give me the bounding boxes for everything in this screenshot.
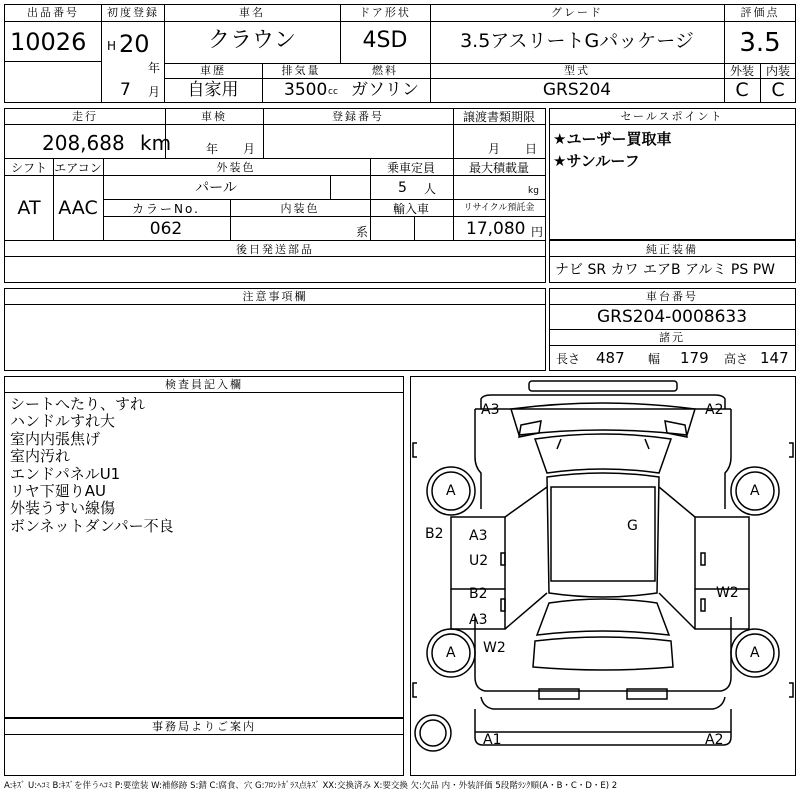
transfer-label: 譲渡書類期限 <box>462 110 536 124</box>
displacement-label: 排気量 <box>281 64 321 77</box>
exterior-label: 外装 <box>729 64 755 78</box>
car-diagram <box>410 376 796 776</box>
displacement: 3500 <box>284 80 328 100</box>
reg-year: 20 <box>119 30 150 58</box>
grade: 3.5アスリートGパッケージ <box>460 30 694 52</box>
sales-points-block <box>549 108 796 240</box>
length: 487 <box>596 349 625 367</box>
sales-points-label: セールスポイント <box>620 110 724 123</box>
era: H <box>107 39 117 53</box>
model-label: 型式 <box>564 64 590 77</box>
ext-color: パール <box>195 180 237 196</box>
ext-color-label: 外装色 <box>216 161 256 174</box>
mileage: 208,688 <box>42 131 125 155</box>
import-label: 輸入車 <box>392 202 430 216</box>
mileage-label: 走行 <box>72 110 98 123</box>
capacity: 5 <box>398 180 407 196</box>
inspector-note: ハンドルすれ大 <box>10 412 116 431</box>
month-unit: 月 <box>148 85 161 99</box>
reg-month: 7 <box>120 80 131 100</box>
capacity-label: 乗車定員 <box>386 161 436 175</box>
damage-front-right: A2 <box>705 402 724 418</box>
color-no: 062 <box>149 219 183 239</box>
recycle-label: リサイクル預託金 <box>463 203 535 213</box>
equipment-label: 純正装備 <box>646 243 698 256</box>
damage-tire-fl: A <box>446 483 456 499</box>
damage-door-fl-2: U2 <box>469 553 489 569</box>
inspector-note: 室内汚れ <box>10 447 71 466</box>
model: GRS204 <box>542 80 612 100</box>
inspector-label: 検査員記入欄 <box>165 378 243 391</box>
lot-number-label: 出品番号 <box>27 6 79 19</box>
notes-label: 注意事項欄 <box>242 290 308 303</box>
specs-label: 諸元 <box>659 331 685 344</box>
score-label: 評価点 <box>740 6 780 19</box>
reg-number-label: 登録番号 <box>332 110 384 123</box>
recycle: 17,080 <box>466 219 526 239</box>
inspector-note: エンドパネルU1 <box>10 464 121 483</box>
later-parts-label: 後日発送部品 <box>236 243 314 256</box>
inspector-note: シートへたり、すれ <box>10 395 146 413</box>
legend-text: A:ｷｽﾞ U:ﾍｺﾐ B:ｷｽﾞを伴うﾍｺﾐ P:要塗装 W:補修跡 S:錆 C:腐食、穴 G:ﾌﾛﾝﾄｶﾞﾗｽ点ｷｽﾞ XX:交換済み X:要交換 欠:欠品 内・外装評価 5段階ﾗﾝｸ順(A・B・C・D・E) 2 <box>4 781 618 791</box>
mileage-unit: km <box>140 131 172 155</box>
transfer-month-unit: 月 <box>488 142 501 156</box>
lot-number: 10026 <box>10 28 87 56</box>
damage-rear-left-fender: W2 <box>483 640 506 656</box>
width: 179 <box>680 349 709 367</box>
aircon: AAC <box>58 197 98 219</box>
damage-tire-rl: A <box>446 645 456 661</box>
fuel-label: 燃料 <box>372 64 398 77</box>
capacity-unit: 人 <box>424 182 437 196</box>
int-color-unit: 系 <box>356 225 369 239</box>
sales-point-1: ★ユーザー買取車 <box>553 130 672 148</box>
grade-label: グレード <box>551 6 603 19</box>
year-unit: 年 <box>148 61 161 75</box>
first-reg-label: 初度登録 <box>107 6 159 19</box>
color-no-label: カラーNo. <box>132 202 200 216</box>
inspection-year-unit: 年 <box>206 142 219 156</box>
inspector-note: 外装うすい線傷 <box>10 499 116 518</box>
car-name: クラウン <box>207 28 297 53</box>
interior-label: 内装 <box>765 64 791 78</box>
door-type: 4SD <box>362 28 408 53</box>
max-load-label: 最大積載量 <box>468 161 530 175</box>
exterior-grade: C <box>735 79 749 101</box>
car-name-label: 車名 <box>239 6 265 19</box>
chassis-label: 車台番号 <box>646 290 698 303</box>
damage-rear-left: A1 <box>483 732 502 748</box>
score: 3.5 <box>739 28 781 58</box>
transfer-day-unit: 日 <box>525 142 538 156</box>
damage-left-side: B2 <box>425 526 444 542</box>
damage-rear-right-fender: W2 <box>716 585 739 601</box>
car-outline <box>411 377 795 775</box>
displacement-unit: cc <box>328 87 338 97</box>
history-label: 車歴 <box>200 64 226 77</box>
damage-tire-rr: A <box>750 645 760 661</box>
office-label: 事務局よりご案内 <box>152 720 256 733</box>
aircon-label: エアコン <box>54 161 102 175</box>
width-label: 幅 <box>648 352 661 366</box>
shift-label: シフト <box>10 161 48 175</box>
inspector-note: ボンネットダンパー不良 <box>10 516 174 535</box>
inspector-note: リヤ下廻りAU <box>10 482 106 501</box>
fuel: ガソリン <box>351 80 419 100</box>
int-color-label: 内装色 <box>280 202 320 215</box>
chassis-number: GRS204-0008633 <box>596 307 748 327</box>
recycle-unit: 円 <box>531 225 544 239</box>
inspection-label: 車検 <box>201 110 227 123</box>
history: 自家用 <box>187 80 239 100</box>
sales-point-2: ★サンルーフ <box>553 152 640 170</box>
damage-door-rl-1: B2 <box>469 586 488 602</box>
inspection-month-unit: 月 <box>243 142 256 156</box>
length-label: 長さ <box>556 352 581 366</box>
damage-door-fl-1: A3 <box>469 528 488 544</box>
shift: AT <box>17 197 41 219</box>
damage-roof: G <box>627 518 638 534</box>
damage-rear-right: A2 <box>705 732 724 748</box>
height-label: 高さ <box>724 352 749 366</box>
max-load-unit: kg <box>528 186 539 196</box>
inspector-note: 室内内張焦げ <box>10 429 101 448</box>
door-label: ドア形状 <box>359 6 411 19</box>
inspector-notes <box>10 396 174 535</box>
damage-front-left: A3 <box>481 402 500 418</box>
damage-tire-fr: A <box>750 483 760 499</box>
interior-grade: C <box>771 79 785 101</box>
damage-door-rl-2: A3 <box>469 612 488 628</box>
height: 147 <box>760 349 789 367</box>
equipment-value: ナビ SR カワ エアB アルミ PS PW <box>555 262 775 278</box>
